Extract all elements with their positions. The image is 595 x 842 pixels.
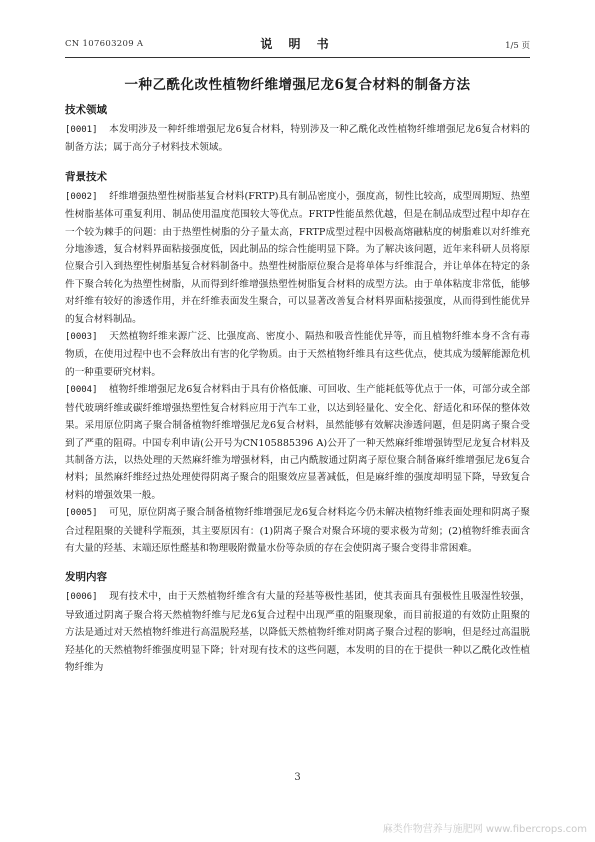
paragraph-text: 现有技术中，由于天然植物纤维含有大量的羟基等极性基团，使其表面具有强极性且吸湿性较强，导致通过阴离子聚合将天然植物纤维与尼龙6复合过程中出现严重的阻聚现象，而目前报道的有效防止阻聚的方法是通过对天然植物纤维进行高温脱羟基，以降低天然植物纤维对阴离子聚合过程的影响，但是经过高温脱羟基化的天然植物纤维强度明显下降；针对现有技术的这些问题，本发明的目的在于提供一种以乙酰化改性植物纤维为 bbox=[65, 591, 530, 673]
document-title: 一种乙酰化改性植物纤维增强尼龙6复合材料的制备方法 bbox=[124, 77, 471, 93]
paragraph-number: [0001] bbox=[65, 125, 98, 135]
paragraph-text: 本发明涉及一种纤维增强尼龙6复合材料，特别涉及一种乙酰化改性植物纤维增强尼龙6复合材料的制备方法；属于高分子材料技术领域。 bbox=[65, 124, 530, 154]
document-body bbox=[65, 102, 530, 676]
section-heading: 发明内容 bbox=[65, 571, 107, 584]
paragraph bbox=[65, 121, 530, 157]
document-type: 说 明 书 bbox=[260, 37, 335, 51]
paragraph bbox=[65, 588, 530, 676]
paragraph-text: 可见，原位阴离子聚合制备植物纤维增强尼龙6复合材料迄今仍未解决植物纤维表面处理和阴离子聚合过程阻聚的关键科学瓶颈，其主要原因有：(1)阴离子聚合对聚合环境的要求极为苛刻；(2)植物纤维表面含有大量的羟基、末端还原性醛基和物理吸附微量水份等杂质的存在会使阴离子聚合变得非常困难。 bbox=[65, 507, 530, 554]
paragraph bbox=[65, 381, 530, 504]
paragraph-number: [0006] bbox=[65, 592, 98, 603]
paragraph-text: 纤维增强热塑性树脂基复合材料(FRTP)具有制品密度小，强度高，韧性比较高，成型周期短、热塑性树脂基体可重复利用、制品使用温度范围较大等优点。FRTP性能虽然优越，但是在制品成型过程中却存在一个较为棘手的问题：由于热塑性树脂的分子量太高，FRTP成型过程中因极高熔融粘度的树脂难以对纤维充分地渗透，复合材料界面粘接强度低，因此制品的综合性能明显下降。为了解决该问题，近年来科研人员将原位聚合引入到热塑性树脂基复合材料制备中。热塑性树脂原位聚合是将单体与纤维混合，并让单体在特定的条件下聚合转化为热塑性树脂，从而得到纤维增强热塑性树脂复合材料的成型方法。由于单体粘度非常低，能够对纤维有较好的渗透作用，并在纤维表面发生聚合，可以显著改善复合材料界面粘接强度，从而得到性能优异的复合材料制品。 bbox=[65, 190, 530, 325]
publication-number: CN 107603209 A bbox=[65, 39, 144, 49]
paragraph bbox=[65, 504, 530, 557]
paragraph-number: [0004] bbox=[65, 385, 98, 396]
page-number: 3 bbox=[294, 772, 301, 783]
paragraph bbox=[65, 188, 530, 328]
paragraph-number: [0002] bbox=[65, 191, 98, 202]
watermark: 麻类作物营养与施肥网 www.fibercrops.com bbox=[382, 824, 587, 835]
page-header bbox=[65, 35, 530, 55]
section-heading: 背景技术 bbox=[65, 170, 107, 183]
section-heading: 技术领域 bbox=[65, 104, 107, 116]
paragraph bbox=[65, 328, 530, 381]
page-count: 1/5 页 bbox=[505, 41, 530, 51]
header-rule bbox=[65, 57, 530, 58]
paragraph-number: [0003] bbox=[65, 332, 98, 343]
paragraph-text: 天然植物纤维来源广泛、比强度高、密度小、隔热和吸音性能优异等，而且植物纤维本身不含有毒物质，在使用过程中也不会释放出有害的化学物质。由于天然植物纤维具有这些优点，使其成为缓解能源危机的一种重要研究材料。 bbox=[65, 331, 530, 378]
paragraph-text: 植物纤维增强尼龙6复合材料由于具有价格低廉、可回收、生产能耗低等优点于一体，可部分或全部替代玻璃纤维或碳纤维增强热塑性复合材料应用于汽车工业，以达到轻量化、安全化、舒适化和环保的整体效果。采用原位阴离子聚合制备植物纤维增强尼龙6复合材料，虽然能够有效解决渗透问题，但是阴离子聚合受到了严重的阻碍。中国专利申请(公开号为CN105885396 A)公开了一种天然麻纤维增强铸型尼龙复合材料及其制备方法，以热处理的天然麻纤维为增强材料，由己内酰胺通过阴离子原位聚合制备麻纤维增强尼龙6复合材料；虽然麻纤维经过热处理使得阴离子聚合的阻聚效应显著减低，但是麻纤维的强度却明显下降，导致复合材料的增强效果一般。 bbox=[65, 384, 530, 501]
paragraph-number: [0005] bbox=[65, 508, 98, 519]
